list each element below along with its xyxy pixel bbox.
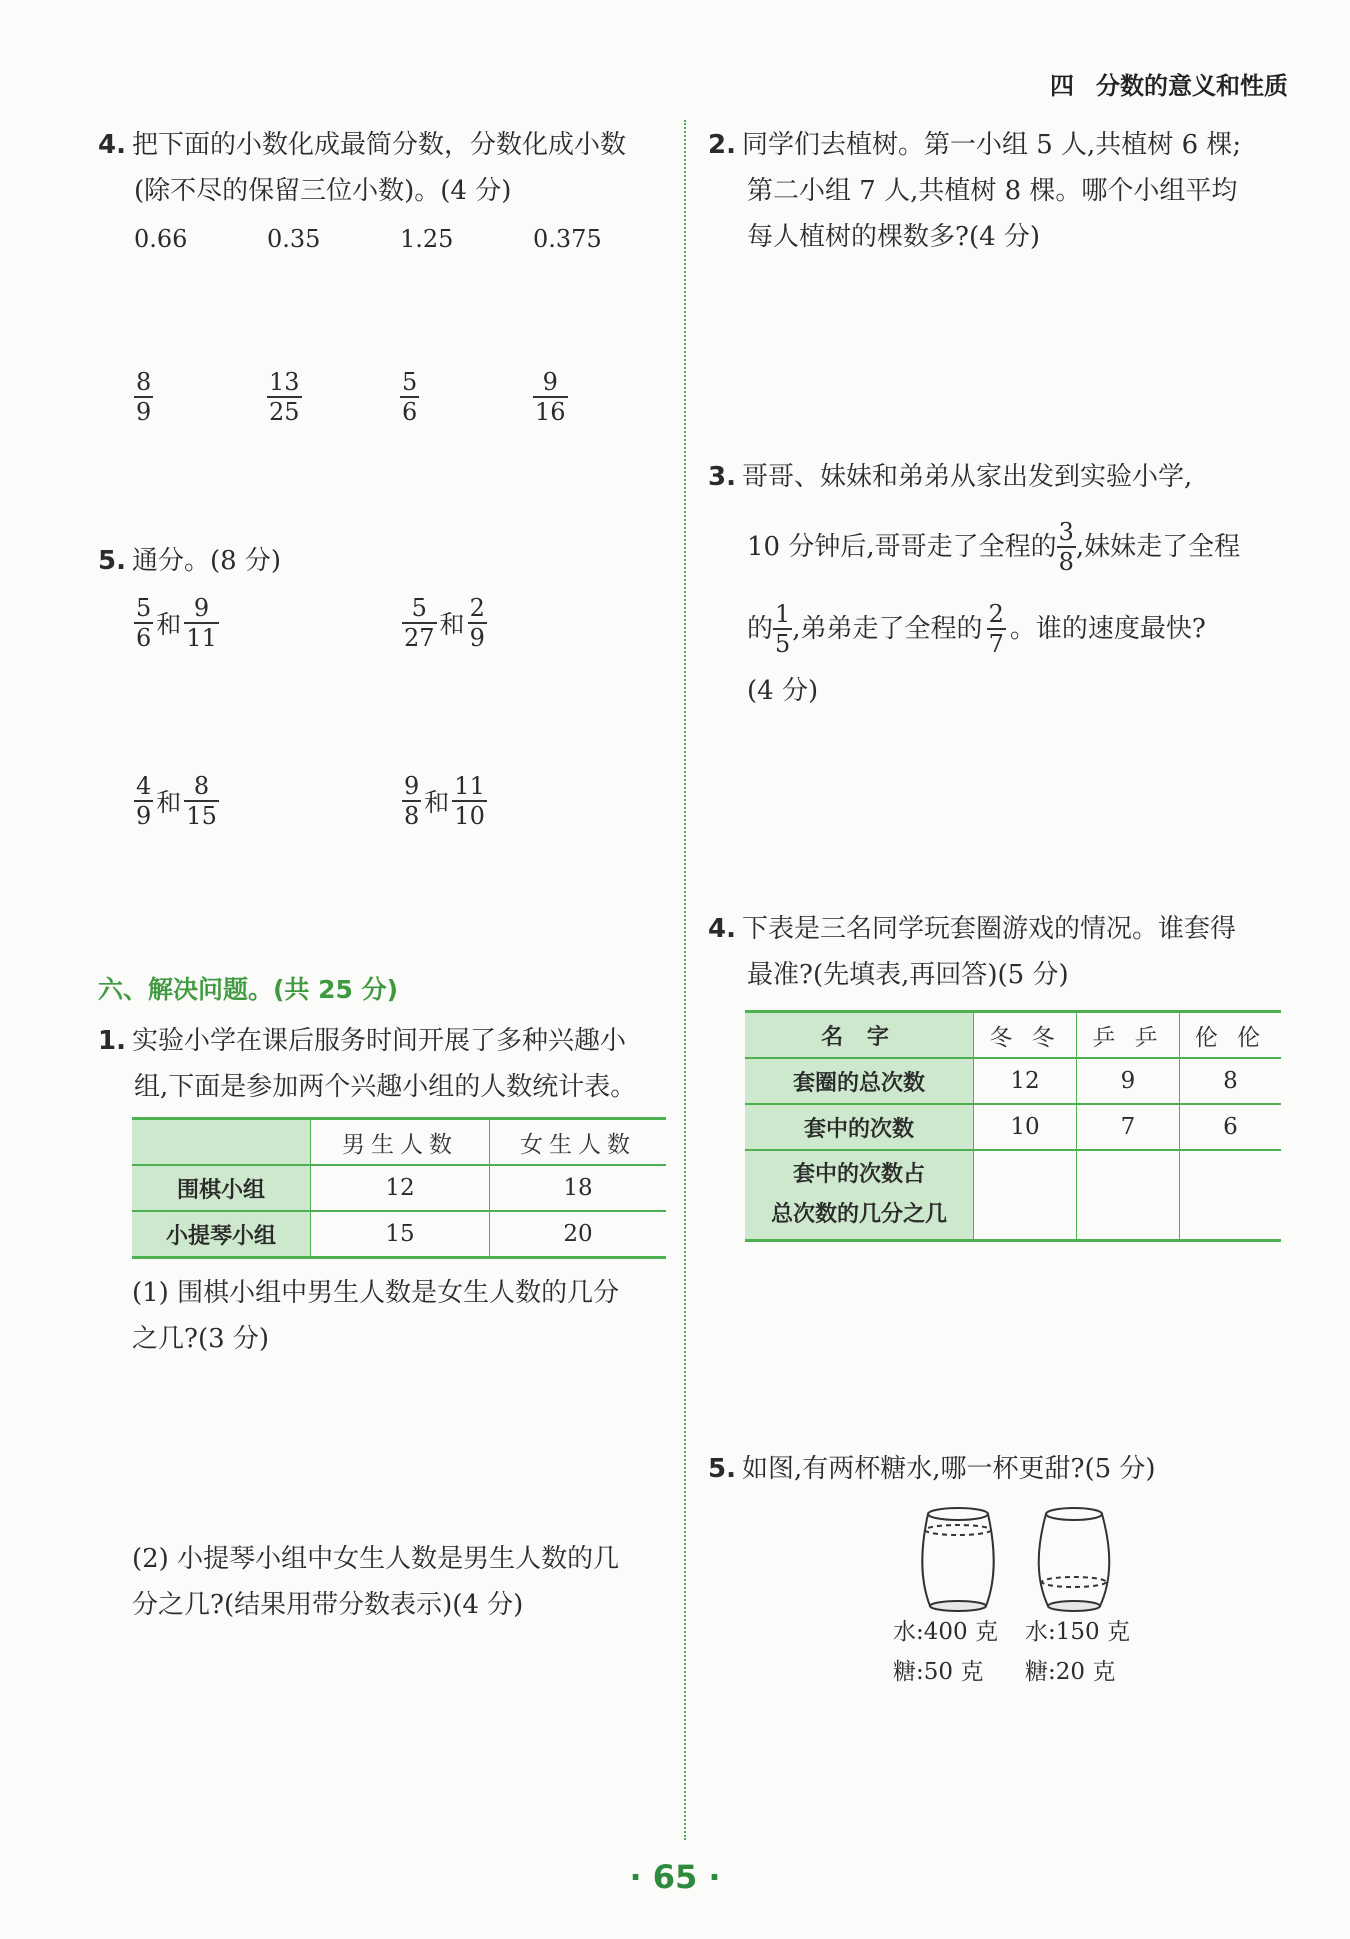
p1-sub1-line2: 之几?(3 分) — [132, 1324, 270, 1354]
p3-number: 3. — [708, 462, 736, 492]
p2-line2: 第二小组 7 人,共植树 8 棵。哪个小组平均 — [747, 176, 1238, 206]
table-row — [745, 1104, 1281, 1150]
page-header — [1050, 66, 1288, 101]
q4-fractions — [134, 368, 666, 426]
fraction: $\frac{8}{9}$ — [136, 368, 152, 426]
fraction-pair: $\frac{9}{8}$ 和 $\frac{11}{10}$ — [404, 772, 485, 830]
p2-line3: 每人植树的棵数多?(4 分) — [747, 222, 1041, 252]
p4-line1 — [708, 906, 1236, 952]
row-header: 小提琴小组 — [132, 1211, 311, 1258]
p3-line2: 10 分钟后,哥哥走了全程的 $\frac{3}{8}$ ,妹妹走了全程 — [747, 518, 1241, 576]
answer-cell[interactable] — [1077, 1150, 1180, 1241]
fraction-pair: $\frac{5}{6}$ 和 $\frac{9}{11}$ — [136, 594, 217, 652]
page-number: · 65 · — [629, 1858, 721, 1896]
q4-decimals — [134, 225, 666, 253]
col-header: 女生人数 — [490, 1119, 667, 1166]
table-corner — [132, 1119, 311, 1166]
q4-line2: (除不尽的保留三位小数)。(4 分) — [134, 176, 512, 206]
p1-line2: 组,下面是参加两个兴趣小组的人数统计表。 — [134, 1072, 637, 1102]
table-cell: 18 — [490, 1165, 667, 1211]
column-divider — [684, 120, 686, 1840]
table-cell: 10 — [974, 1104, 1077, 1150]
row-header: 围棋小组 — [132, 1165, 311, 1211]
fraction-pair: $\frac{5}{27}$ 和 $\frac{2}{9}$ — [404, 594, 485, 652]
table-cell: 12 — [974, 1058, 1077, 1104]
table-row — [745, 1058, 1281, 1104]
row-header: 套中的次数占 总次数的几分之几 — [745, 1150, 974, 1241]
fraction: $\frac{1}{5}$ — [775, 600, 791, 658]
q4-line1 — [98, 122, 626, 168]
row-header: 套中的次数 — [745, 1104, 974, 1150]
p5-number: 5. — [708, 1454, 736, 1484]
answer-cell[interactable] — [974, 1150, 1077, 1241]
sugar-water-cups-icon — [900, 1500, 1130, 1620]
section-6-title: 六、解决问题。(共 25 分) — [98, 975, 399, 1004]
q4-number: 4. — [98, 130, 126, 160]
cup-1-label: 水:400 克 糖:50 克 — [893, 1619, 998, 1685]
decimal-item: 0.375 — [533, 225, 602, 253]
table-row — [745, 1150, 1281, 1241]
p3-line1 — [708, 454, 1192, 500]
p1-text1: 实验小学在课后服务时间开展了多种兴趣小 — [131, 1026, 626, 1056]
p5-text: 如图,有两杯糖水,哪一杯更甜?(5 分) — [741, 1454, 1156, 1484]
section-title: 分数的意义和性质 — [1096, 72, 1288, 100]
col-header: 伦 伦 — [1180, 1012, 1282, 1059]
table-cell: 15 — [311, 1211, 490, 1258]
table-row — [132, 1165, 666, 1211]
p3-line3: 的 $\frac{1}{5}$ ,弟弟走了全程的 $\frac{2}{7}$ 。谁的速度最快? — [747, 600, 1206, 658]
col-header: 男生人数 — [311, 1119, 490, 1166]
decimal-item: 0.66 — [134, 225, 188, 253]
q5-number: 5. — [98, 546, 126, 576]
q4-text1: 把下面的小数化成最简分数，分数化成小数 — [131, 130, 626, 160]
fraction-pair: $\frac{4}{9}$ 和 $\frac{8}{15}$ — [136, 772, 217, 830]
p2-line1 — [708, 122, 1241, 168]
cup-2-label: 水:150 克 糖:20 克 — [1025, 1619, 1130, 1685]
p1-sub2-line1: (2) 小提琴小组中女生人数是男生人数的几 — [132, 1544, 620, 1574]
table-cell: 9 — [1077, 1058, 1180, 1104]
p2-number: 2. — [708, 130, 736, 160]
answer-cell[interactable] — [1180, 1150, 1282, 1241]
ring-toss-table — [745, 1010, 1281, 1242]
fraction: $\frac{13}{25}$ — [269, 368, 300, 426]
decimal-item: 0.35 — [267, 225, 321, 253]
fraction: $\frac{5}{6}$ — [402, 368, 418, 426]
col-header: 冬 冬 — [974, 1012, 1077, 1059]
table-cell: 7 — [1077, 1104, 1180, 1150]
q5-title — [98, 538, 281, 584]
fraction: $\frac{2}{7}$ — [988, 600, 1004, 658]
q5-text: 通分。(8 分) — [131, 546, 282, 576]
p4-line2: 最准?(先填表,再回答)(5 分) — [747, 960, 1069, 990]
section-number: 四 — [1050, 72, 1074, 100]
p5-line1 — [708, 1446, 1156, 1492]
fraction: $\frac{3}{8}$ — [1058, 518, 1074, 576]
interest-group-table — [132, 1117, 666, 1259]
p1-sub2-line2: 分之几?(结果用带分数表示)(4 分) — [132, 1590, 524, 1620]
cup-1-icon — [922, 1508, 994, 1611]
name-header: 名 字 — [745, 1012, 974, 1059]
table-cell: 12 — [311, 1165, 490, 1211]
p4-number: 4. — [708, 914, 736, 944]
p1-line1 — [98, 1018, 626, 1064]
p2-text1: 同学们去植树。第一小组 5 人,共植树 6 棵; — [741, 130, 1242, 160]
p4-text1: 下表是三名同学玩套圈游戏的情况。谁套得 — [741, 914, 1236, 944]
col-header: 乒 乒 — [1077, 1012, 1180, 1059]
table-cell: 6 — [1180, 1104, 1282, 1150]
table-row — [132, 1211, 666, 1258]
p3-text1: 哥哥、妹妹和弟弟从家出发到实验小学, — [741, 462, 1193, 492]
p3-line4: (4 分) — [747, 676, 819, 706]
row-header: 套圈的总次数 — [745, 1058, 974, 1104]
table-cell: 20 — [490, 1211, 667, 1258]
fraction: $\frac{9}{16}$ — [535, 368, 566, 426]
p1-number: 1. — [98, 1026, 126, 1056]
cup-2-icon — [1039, 1508, 1110, 1611]
table-cell: 8 — [1180, 1058, 1282, 1104]
p1-sub1-line1: (1) 围棋小组中男生人数是女生人数的几分 — [132, 1278, 620, 1308]
decimal-item: 1.25 — [400, 225, 454, 253]
